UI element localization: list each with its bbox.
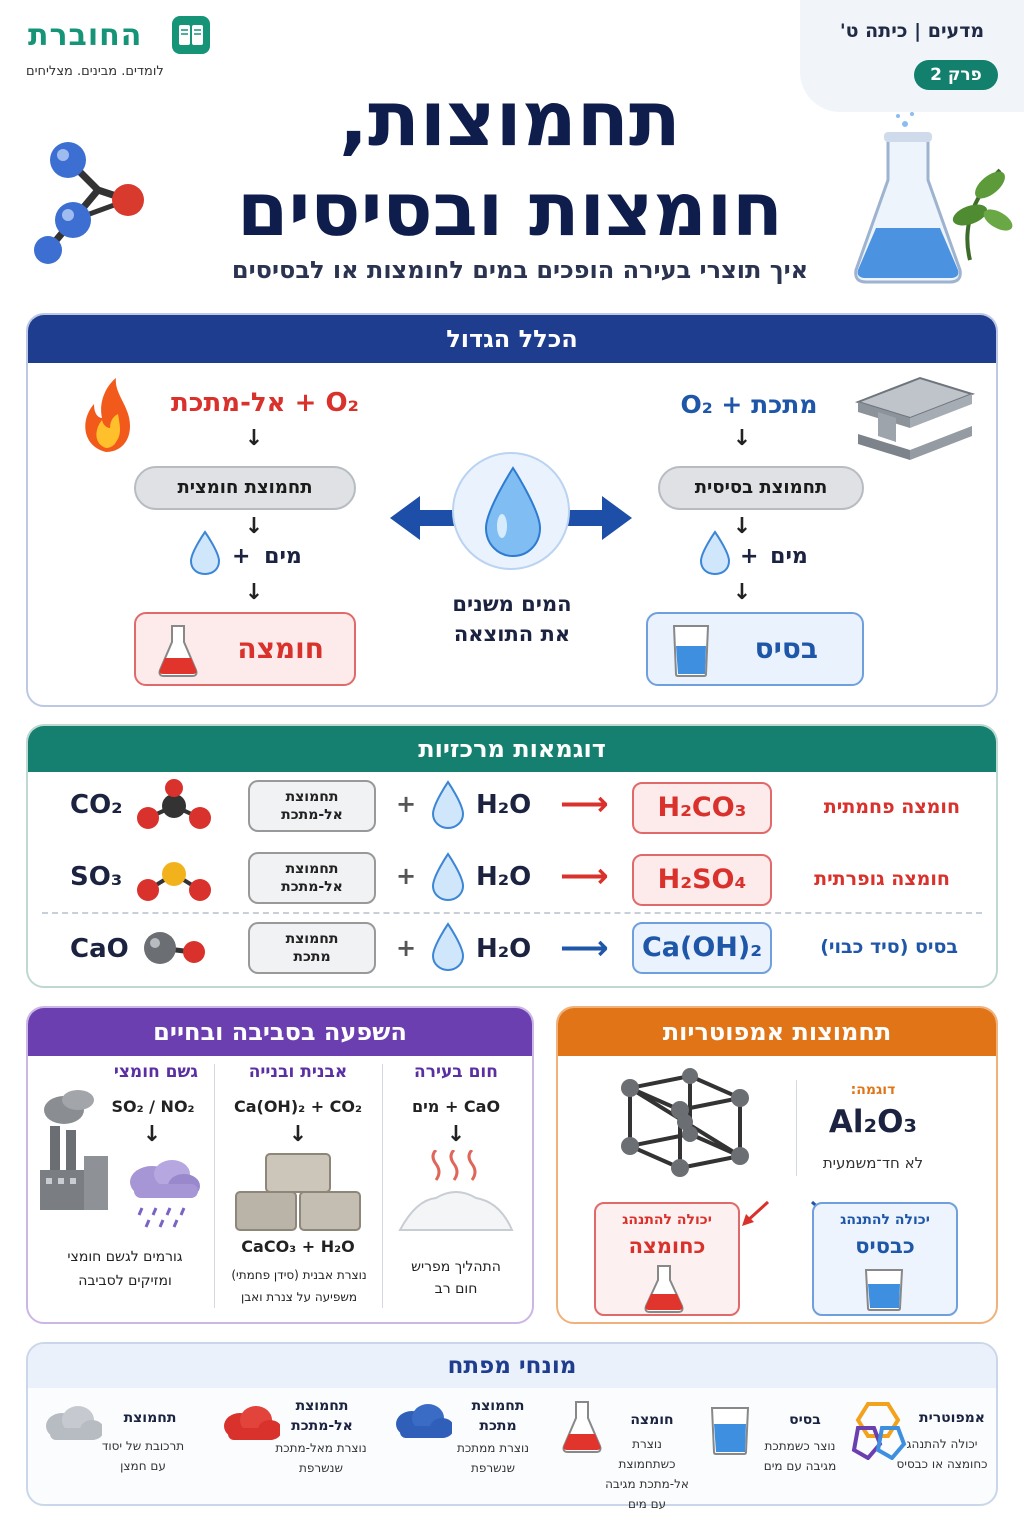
arrow-down-icon: ↓ — [446, 1122, 466, 1147]
book-icon — [172, 16, 210, 54]
acid-result-box — [134, 612, 356, 686]
acts-as-acid-line2: כחומצה — [628, 1234, 706, 1258]
stone-blocks-icon — [230, 1148, 366, 1234]
acts-as-base-line1: יכולה להתנהג — [840, 1212, 930, 1228]
impact-col-line2: משפיעה על צנרת ואבן — [240, 1290, 358, 1304]
base-result-label: בסיס — [754, 632, 818, 665]
water-drop-icon — [698, 530, 732, 576]
key-term-title: תחמוצת — [123, 1410, 177, 1426]
product-name: חומצה גופרתית — [814, 868, 950, 890]
arrow-down-icon: ↓ — [732, 514, 752, 539]
arrow-down-icon: ↓ — [732, 426, 752, 451]
page-title-line1: תחמוצות, — [339, 74, 681, 163]
arrow-down-icon: ↓ — [244, 580, 264, 605]
water-formula: H₂O — [476, 934, 532, 964]
key-term-item — [840, 1392, 992, 1492]
water-drop-icon — [430, 852, 466, 902]
water-label: מים — [770, 544, 808, 569]
impact-col-title: גשם חומצי — [113, 1062, 198, 1082]
example-oxide-co2: CO₂ — [70, 790, 123, 820]
acts-as-acid-box — [594, 1202, 740, 1316]
column-divider — [796, 1080, 797, 1176]
big-water-drop-icon — [482, 466, 544, 558]
center-caption-line1: המים משנים — [452, 592, 572, 616]
crystal-lattice-icon — [610, 1068, 760, 1180]
arrow-down-icon: ↓ — [244, 514, 264, 539]
metal-beam-icon — [850, 372, 980, 462]
product-box: H₂SO₄ — [632, 854, 772, 906]
base-result-box — [646, 612, 864, 686]
acts-as-base-box — [812, 1202, 958, 1316]
metal-plus-oxygen: מתכת + O₂ — [680, 390, 818, 419]
oxide-type-line2: מתכת — [293, 949, 331, 965]
plus-sign: + — [396, 934, 417, 962]
base-beaker-icon — [670, 622, 712, 678]
lime-powder-icon — [396, 1150, 516, 1240]
arrow-right-icon: ⟶ — [560, 928, 609, 968]
arrow-down-icon: ↓ — [288, 1122, 308, 1147]
key-term-item — [38, 1392, 190, 1492]
acts-as-base-line2: כבסיס — [855, 1234, 915, 1258]
oxide-type-box — [248, 852, 376, 904]
impact-col-equation: CaO + מים — [411, 1097, 501, 1116]
key-term-item — [540, 1392, 692, 1511]
brand-logo-text: החוברת — [28, 18, 143, 53]
water-drop-icon — [430, 780, 466, 830]
page-subtitle: איך תוצרי בעירה הופכים במים לחומצות או לבסיסים — [231, 256, 809, 284]
key-term-title: תחמוצת אל-מתכת — [291, 1398, 353, 1434]
impact-col-equation: Ca(OH)₂ + CO₂ — [233, 1097, 363, 1116]
flask-plant-icon — [850, 110, 1020, 300]
nonmetal-plus-oxygen: O₂ + אל-מתכת — [171, 388, 359, 418]
water-formula: H₂O — [476, 790, 532, 820]
product-box: H₂CO₃ — [632, 782, 772, 834]
water-drop-icon — [188, 530, 222, 576]
amphoteric-icon — [848, 1400, 910, 1460]
oxide-type-box — [248, 780, 376, 832]
base-beaker-icon — [862, 1266, 906, 1312]
so3-molecule-icon — [134, 850, 214, 906]
acid-flask-icon — [642, 1262, 686, 1314]
key-term-desc: נוצרת ממתכת שנשרפת — [456, 1441, 530, 1475]
arrow-right-icon: ⟶ — [560, 856, 609, 896]
row-divider — [42, 912, 982, 914]
oxide-type-box — [248, 922, 376, 974]
key-term-title: בסיס — [789, 1412, 821, 1428]
co2-molecule-icon — [134, 778, 214, 834]
key-term-title: חומצה — [630, 1412, 674, 1428]
plus-sign: + — [232, 544, 251, 569]
cao-molecule-icon — [134, 924, 214, 974]
impact-col-title: חום בעירה — [414, 1062, 498, 1082]
amphoteric-note: לא חד־משמעית — [822, 1154, 924, 1172]
product-box: Ca(OH)₂ — [632, 922, 772, 974]
acid-flask-icon — [156, 622, 200, 678]
key-term-title: אמפוטרית — [919, 1410, 985, 1426]
key-term-desc: יכולה להתנהג כחומצה או כבסיס — [896, 1437, 988, 1471]
impact-col-line1: התהליך מפריש — [411, 1259, 501, 1275]
red-cloud-icon — [218, 1402, 280, 1462]
key-term-desc: נוצרת מאל-מתכת שנשרפת — [275, 1441, 367, 1475]
key-terms-heading: מונחי מפתח — [28, 1344, 996, 1388]
factory-acid-rain-icon — [34, 1090, 214, 1240]
oxide-type-line1: תחמוצת — [285, 789, 339, 805]
column-divider — [382, 1064, 383, 1308]
basic-oxide-cloud: תחמוצת בסיסית — [658, 466, 864, 510]
impact-heading: השפעה בסביבה ובחיים — [28, 1008, 532, 1056]
oxide-type-line1: תחמוצת — [285, 861, 339, 877]
acid-result-label: חומצה — [237, 632, 324, 665]
acidic-oxide-cloud: תחמוצת חומצית — [134, 466, 356, 510]
example-oxide-so3: SO₃ — [70, 862, 123, 892]
arrow-down-icon: ↓ — [732, 580, 752, 605]
plus-sign: + — [396, 862, 417, 890]
center-caption-line2: את התוצאה — [453, 622, 571, 646]
impact-col-line1: גורמים לגשם חומצי — [67, 1249, 183, 1265]
impact-col-line2: ומזיקים לסביבה — [78, 1273, 172, 1289]
oxide-type-line2: אל-מתכת — [281, 807, 343, 823]
impact-col-line1: נוצרת אבנית (סידן פחמתי) — [231, 1268, 367, 1282]
arrow-down-icon: ↓ — [244, 426, 264, 451]
fire-icon — [76, 374, 136, 454]
big-rule-heading: הכלל הגדול — [28, 315, 996, 363]
impact-col-equation: SO₂ / NO₂ — [111, 1097, 195, 1116]
impact-col-title: אבנית ובנייה — [248, 1062, 348, 1082]
amphoteric-formula: Al₂O₃ — [828, 1104, 918, 1140]
plus-sign: + — [396, 790, 417, 818]
amphoteric-heading: תחמוצות אמפוטריות — [558, 1008, 996, 1056]
acid-flask-icon — [560, 1398, 622, 1458]
arrow-right-icon: ⟶ — [560, 784, 609, 824]
example-label: דוגמה: — [850, 1082, 896, 1098]
key-term-item — [216, 1392, 368, 1492]
gray-cloud-icon — [40, 1402, 102, 1462]
water-circle — [452, 452, 570, 570]
page-title-line2: חומצות ובסיסים — [236, 167, 784, 253]
examples-heading: דוגמאות מרכזיות — [28, 726, 996, 772]
brand-tagline: לומדים. מבינים. מצליחים — [26, 64, 164, 79]
arrow-down-icon: ↓ — [142, 1122, 162, 1147]
chapter-badge: פרק 2 — [914, 60, 998, 90]
key-term-desc: נוצרת כשתחמוצת אל-מתכת מגיבה עם מים — [605, 1437, 689, 1511]
key-term-desc: נוצר כשמתכת מגיבה עם מים — [763, 1439, 837, 1473]
key-term-item — [690, 1392, 842, 1492]
product-name: חומצה פחמתית — [823, 796, 960, 818]
blue-cloud-icon — [390, 1400, 452, 1460]
key-term-desc: תרכובת של יסוד עם חמצן — [101, 1439, 185, 1473]
oxide-type-line1: תחמוצת — [285, 931, 339, 947]
water-drop-icon — [430, 922, 466, 972]
key-term-item — [386, 1392, 538, 1492]
base-beaker-icon — [708, 1404, 770, 1464]
acts-as-acid-line1: יכולה להתנהג — [622, 1212, 712, 1228]
impact-col-equation2: CaCO₃ + H₂O — [241, 1237, 355, 1256]
impact-col-line2: חום רב — [434, 1281, 478, 1297]
subject-grade: מדעים | כיתה ט' — [839, 20, 985, 42]
key-term-title: תחמוצת מתכת — [471, 1398, 525, 1434]
product-name: בסיס (סיד כבוי) — [820, 936, 958, 958]
plus-sign: + — [740, 544, 759, 569]
water-label: מים — [264, 544, 302, 569]
column-divider — [214, 1064, 215, 1308]
water-formula: H₂O — [476, 862, 532, 892]
example-oxide-cao: CaO — [70, 934, 129, 964]
oxide-type-line2: אל-מתכת — [281, 879, 343, 895]
